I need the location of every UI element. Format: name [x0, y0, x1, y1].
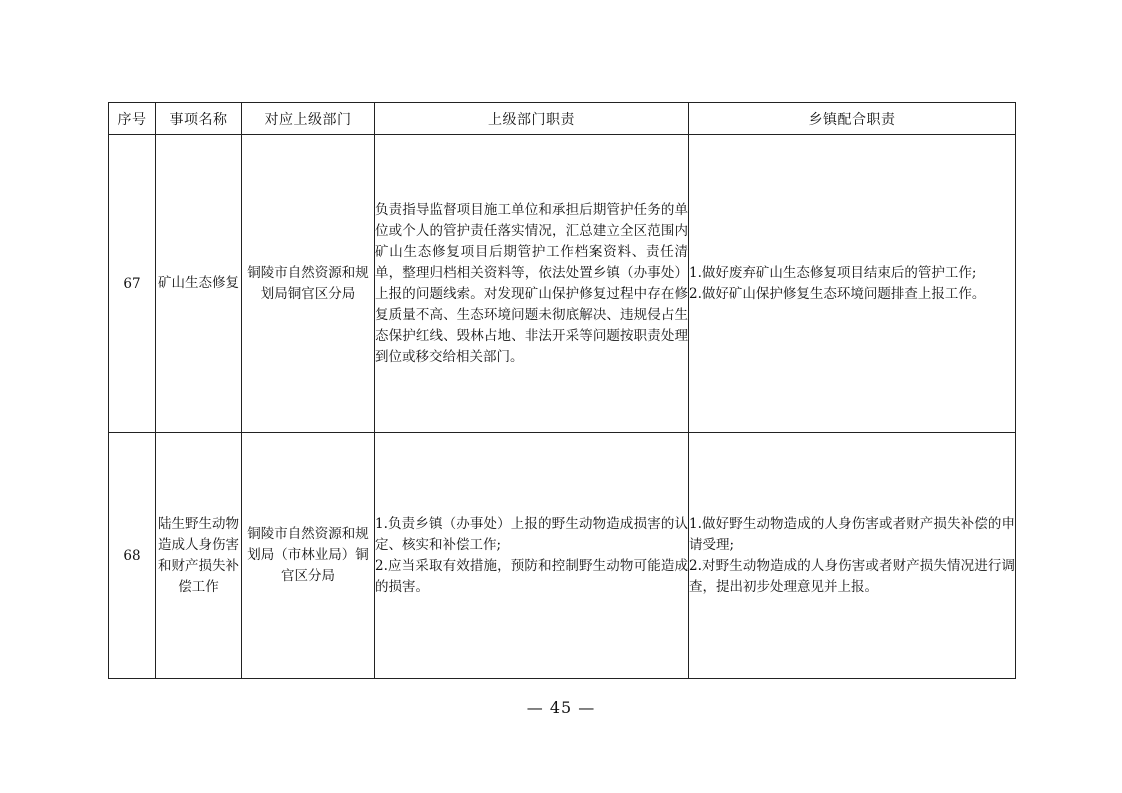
duties-table: [108, 102, 1016, 679]
item-name: 矿山生态修复: [156, 135, 242, 433]
town-duty-item: 1.做好野生动物造成的人身伤害或者财产损失补偿的申请受理;: [689, 515, 1015, 553]
item-name: 陆生野生动物造成人身伤害和财产损失补偿工作: [156, 433, 242, 679]
header-num: 序号: [109, 103, 156, 135]
page-number: — 45 —: [526, 698, 596, 717]
header-item-name: 事项名称: [156, 103, 242, 135]
row-number: 67: [109, 135, 156, 433]
upper-duty: [375, 433, 689, 679]
town-duty-item: 1.做好废弃矿山生态修复项目结束后的管护工作;: [689, 264, 977, 281]
row-number: 68: [109, 433, 156, 679]
header-upper-duty: 上级部门职责: [375, 103, 689, 135]
town-duty: [689, 433, 1016, 679]
header-upper-dept: 对应上级部门: [242, 103, 375, 135]
town-duty-item: 2.做好矿山保护修复生态环境问题排查上报工作。: [689, 285, 986, 302]
header-town-duty: 乡镇配合职责: [689, 103, 1016, 135]
town-duty-item: 2.对野生动物造成的人身伤害或者财产损失情况进行调查，提出初步处理意见并上报。: [689, 557, 1015, 595]
upper-duty-item: 1.负责乡镇（办事处）上报的野生动物造成损害的认定、核实和补偿工作;: [375, 515, 688, 553]
upper-duty: 负责指导监督项目施工单位和承担后期管护任务的单位或个人的管护责任落实情况，汇总建立全区范围内矿山生态修复项目后期管护工作档案资料、责任清单，整理归档相关资料等，依法处置乡镇（办事处）上报的问题线索。对发现矿山保护修复过程中存在修复质量不高、生态环境问题未彻底解决、违规侵占生态保护红线、毁林占地、非法开采等问题按职责处理到位或移交给相关部门。: [375, 135, 689, 433]
table-row: [109, 135, 1016, 433]
table-row: [109, 433, 1016, 679]
header-row: [109, 103, 1016, 135]
town-duty: [689, 135, 1016, 433]
upper-department: 铜陵市自然资源和规划局铜官区分局: [242, 135, 375, 433]
upper-department: 铜陵市自然资源和规划局（市林业局）铜官区分局: [242, 433, 375, 679]
upper-duty-item: 2.应当采取有效措施，预防和控制野生动物可能造成的损害。: [375, 557, 688, 595]
